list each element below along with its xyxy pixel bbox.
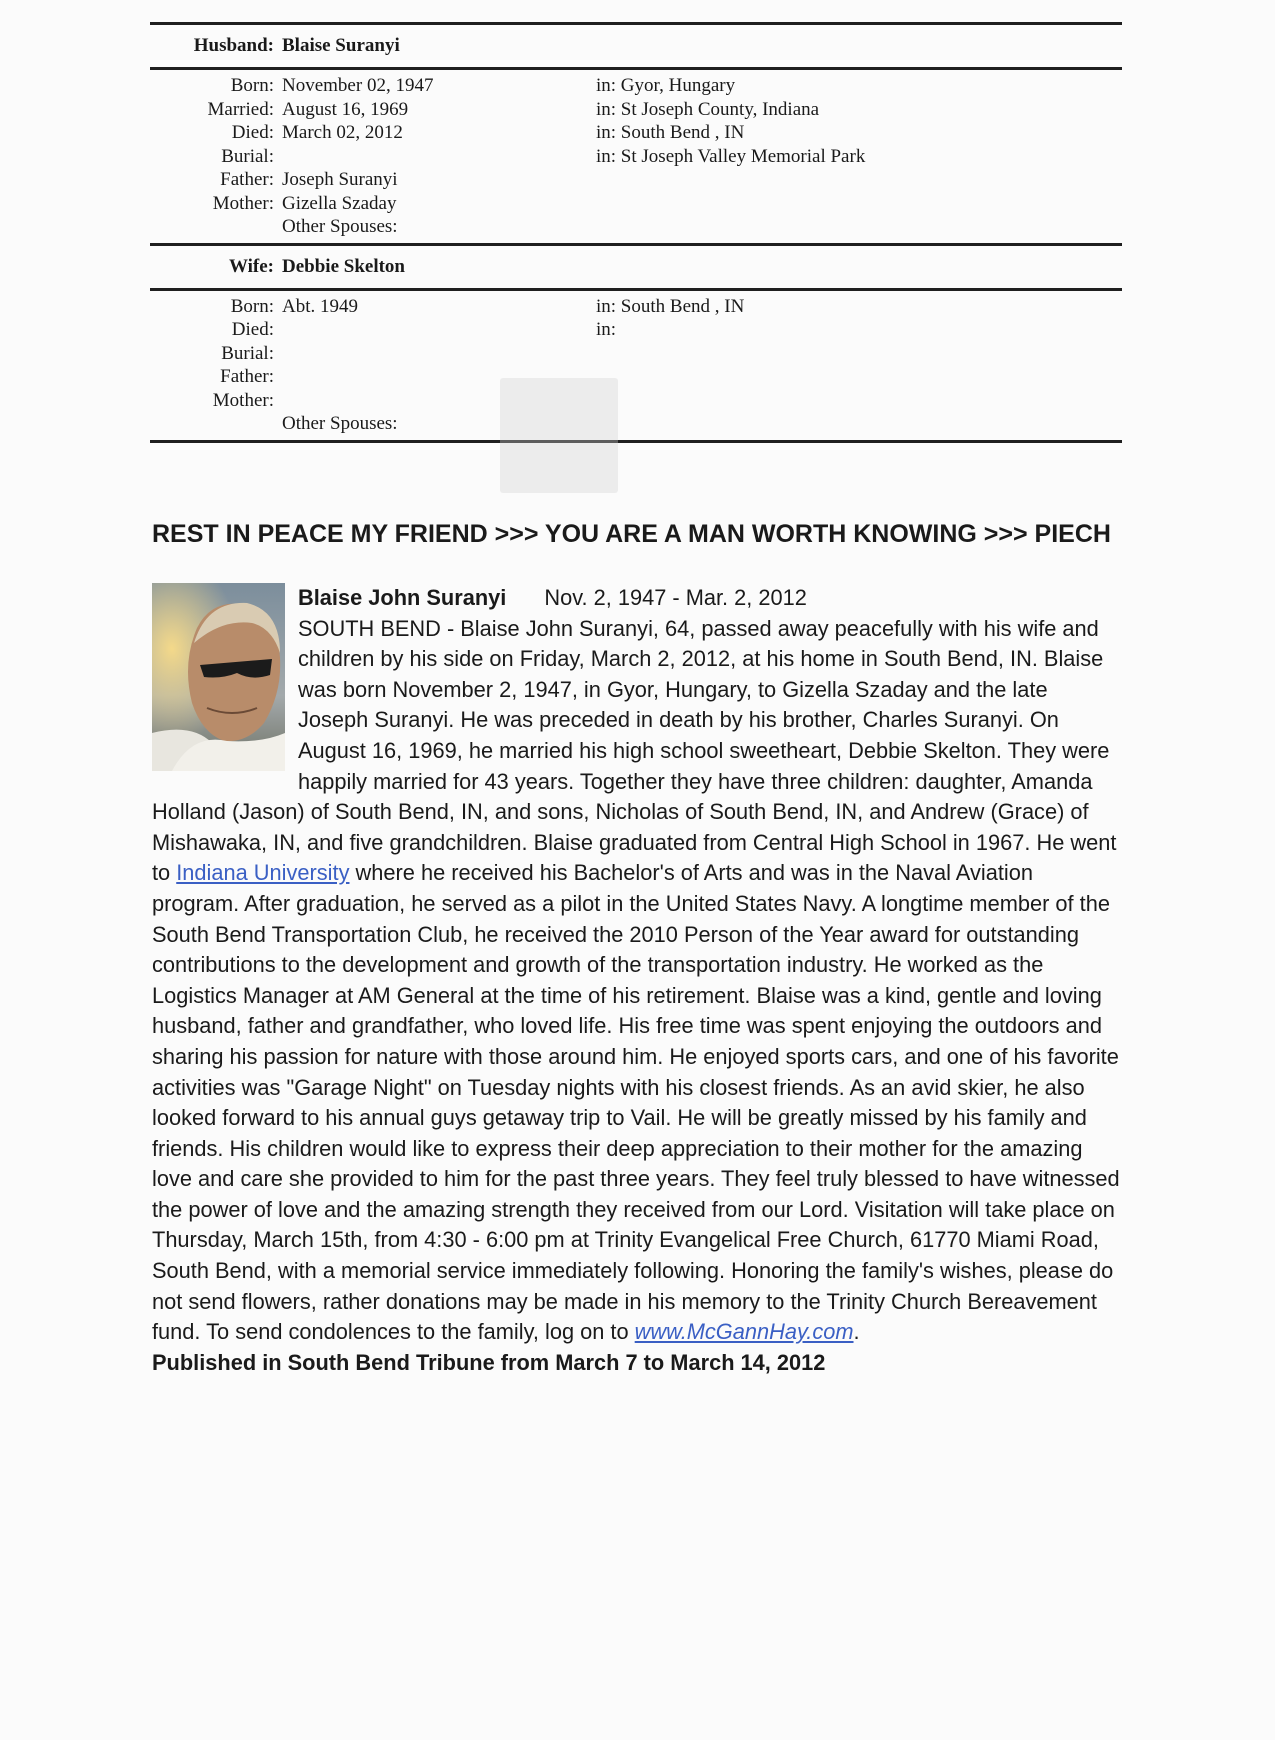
husband-row-father [150, 168, 1122, 192]
field-label: Died: [231, 319, 274, 340]
field-place: in: South Bend , IN [596, 122, 745, 143]
wife-details [150, 291, 1122, 440]
wife-label: Wife: [228, 255, 274, 277]
field-value: Joseph Suranyi [282, 169, 398, 190]
other-spouses-label: Other Spouses: [282, 413, 398, 434]
field-value: November 02, 1947 [282, 75, 434, 96]
deceased-photo [152, 583, 285, 771]
husband-row-other-spouses [150, 215, 1122, 239]
mcgannhay-link[interactable]: www.McGannHay.com [634, 1319, 854, 1345]
family-group-sheet [150, 22, 1122, 443]
published-line: Published in South Bend Tribune from March 7 to March 14, 2012 [152, 1349, 826, 1375]
portrait-image [152, 583, 285, 771]
obituary-body-2: where he received his Bachelor's of Arts and was in the Naval Aviation program. After graduation, he served as a pilot in the United States Navy. A longtime member of the South Bend Transportation Club, he received the 2010 Person of the Year award for outstanding contributions to the development and growth of the transportation industry. He worked as the Logistics Manager at AM General at the time of his retirement. Blaise was a kind, gentle and loving husband, father and grandfather, who loved life. His free time was spent enjoying the outdoors and sharing his passion for nature with those around him. He enjoyed sports cars, and one of his favorite activities was "Garage Night" on Tuesday nights with his closest friends. As an avid skier, he also looked forward to his annual guys getaway trip to Vail. He will be greatly missed by his family and friends. His children would like to express their deep appreciation to their mother for the amazing love and care she provided to him for the past three years. They feel truly blessed to have witnessed the power of love and the amazing strength they received from our Lord. Visitation will take place on Thursday, March 15th, from 4:30 - 6:00 pm at Trinity Evangelical Free Church, 61770 Miami Road, South Bend, with a memorial service immediately following. Honoring the family's wishes, please do not send flowers, rather donations may be made in his memory to the Trinity Church Bereavement fund. To send condolences to the family, log on to [152, 860, 1120, 1345]
husband-label: Husband: [193, 35, 274, 56]
field-place: in: St Joseph County, Indiana [596, 98, 820, 120]
husband-row-mother [150, 192, 1122, 216]
wife-name: Debbie Skelton [282, 255, 405, 277]
field-value [282, 145, 596, 169]
field-label: Burial: [221, 342, 274, 364]
field-label: Burial: [221, 145, 274, 167]
husband-row-married [150, 98, 1122, 122]
husband-row-burial [150, 145, 1122, 169]
husband-row-died [150, 121, 1122, 145]
field-place: in: [596, 319, 617, 340]
obituary-paragraph [152, 583, 1122, 1378]
field-place: in: St Joseph Valley Memorial Park [596, 145, 866, 167]
field-value: Gizella Szaday [282, 192, 397, 214]
field-label: Married: [207, 98, 274, 120]
bottom-rule [150, 440, 1122, 443]
indiana-university-link[interactable]: Indiana University [176, 860, 350, 886]
field-label: Died: [231, 122, 274, 143]
husband-row-born [150, 74, 1122, 98]
field-label: Mother: [212, 192, 274, 214]
obituary-header: REST IN PEACE MY FRIEND >>> YOU ARE A MAN WORTH KNOWING >>> PIECH [152, 520, 1111, 548]
wife-row-burial [150, 342, 1122, 366]
field-label: Father: [220, 169, 274, 190]
field-label: Mother: [212, 389, 274, 411]
obituary-text [152, 583, 1122, 1378]
wife-header [150, 246, 1122, 288]
field-value: March 02, 2012 [282, 122, 403, 143]
wife-row-other-spouses [150, 412, 1122, 436]
other-spouses-label: Other Spouses: [282, 216, 398, 237]
scan-smudge [500, 378, 618, 493]
field-label: Born: [230, 295, 274, 317]
field-place: in: South Bend , IN [596, 295, 745, 317]
wife-row-died [150, 318, 1122, 342]
field-label: Father: [220, 366, 274, 387]
life-dates: Nov. 2, 1947 - Mar. 2, 2012 [544, 585, 807, 610]
husband-name: Blaise Suranyi [282, 35, 400, 56]
husband-header [150, 25, 1122, 67]
wife-row-mother [150, 389, 1122, 413]
obituary-body-1: SOUTH BEND - Blaise John Suranyi, 64, passed away peacefully with his wife and children by his side on Friday, March 2, 2012, at his home in South Bend, IN. Blaise was born November 2, 1947, in Gyor, Hungary, to Gizella Szaday and the late Joseph Suranyi. He was preceded in death by his brother, Charles Suranyi. On August 16, 1969, he married his high school sweetheart, Debbie Skelton. They were happily married for 43 years. Together they have three children: daughter, Amanda Holland (Jason) of South Bend, IN, and sons, Nicholas of South Bend, IN, and Andrew (Grace) of Mishawaka, IN, and five grandchildren. Blaise graduated from Central High School in 1967. He went to [152, 615, 1117, 886]
field-label: Born: [230, 75, 274, 96]
obituary-body-3: . [853, 1319, 860, 1345]
field-place: in: Gyor, Hungary [596, 75, 736, 96]
wife-row-born [150, 295, 1122, 319]
field-value: Abt. 1949 [282, 295, 358, 317]
deceased-name: Blaise John Suranyi [298, 585, 507, 610]
husband-details [150, 70, 1122, 243]
field-value [282, 318, 596, 342]
field-value: August 16, 1969 [282, 98, 409, 120]
field-value [282, 342, 596, 366]
wife-row-father [150, 365, 1122, 389]
